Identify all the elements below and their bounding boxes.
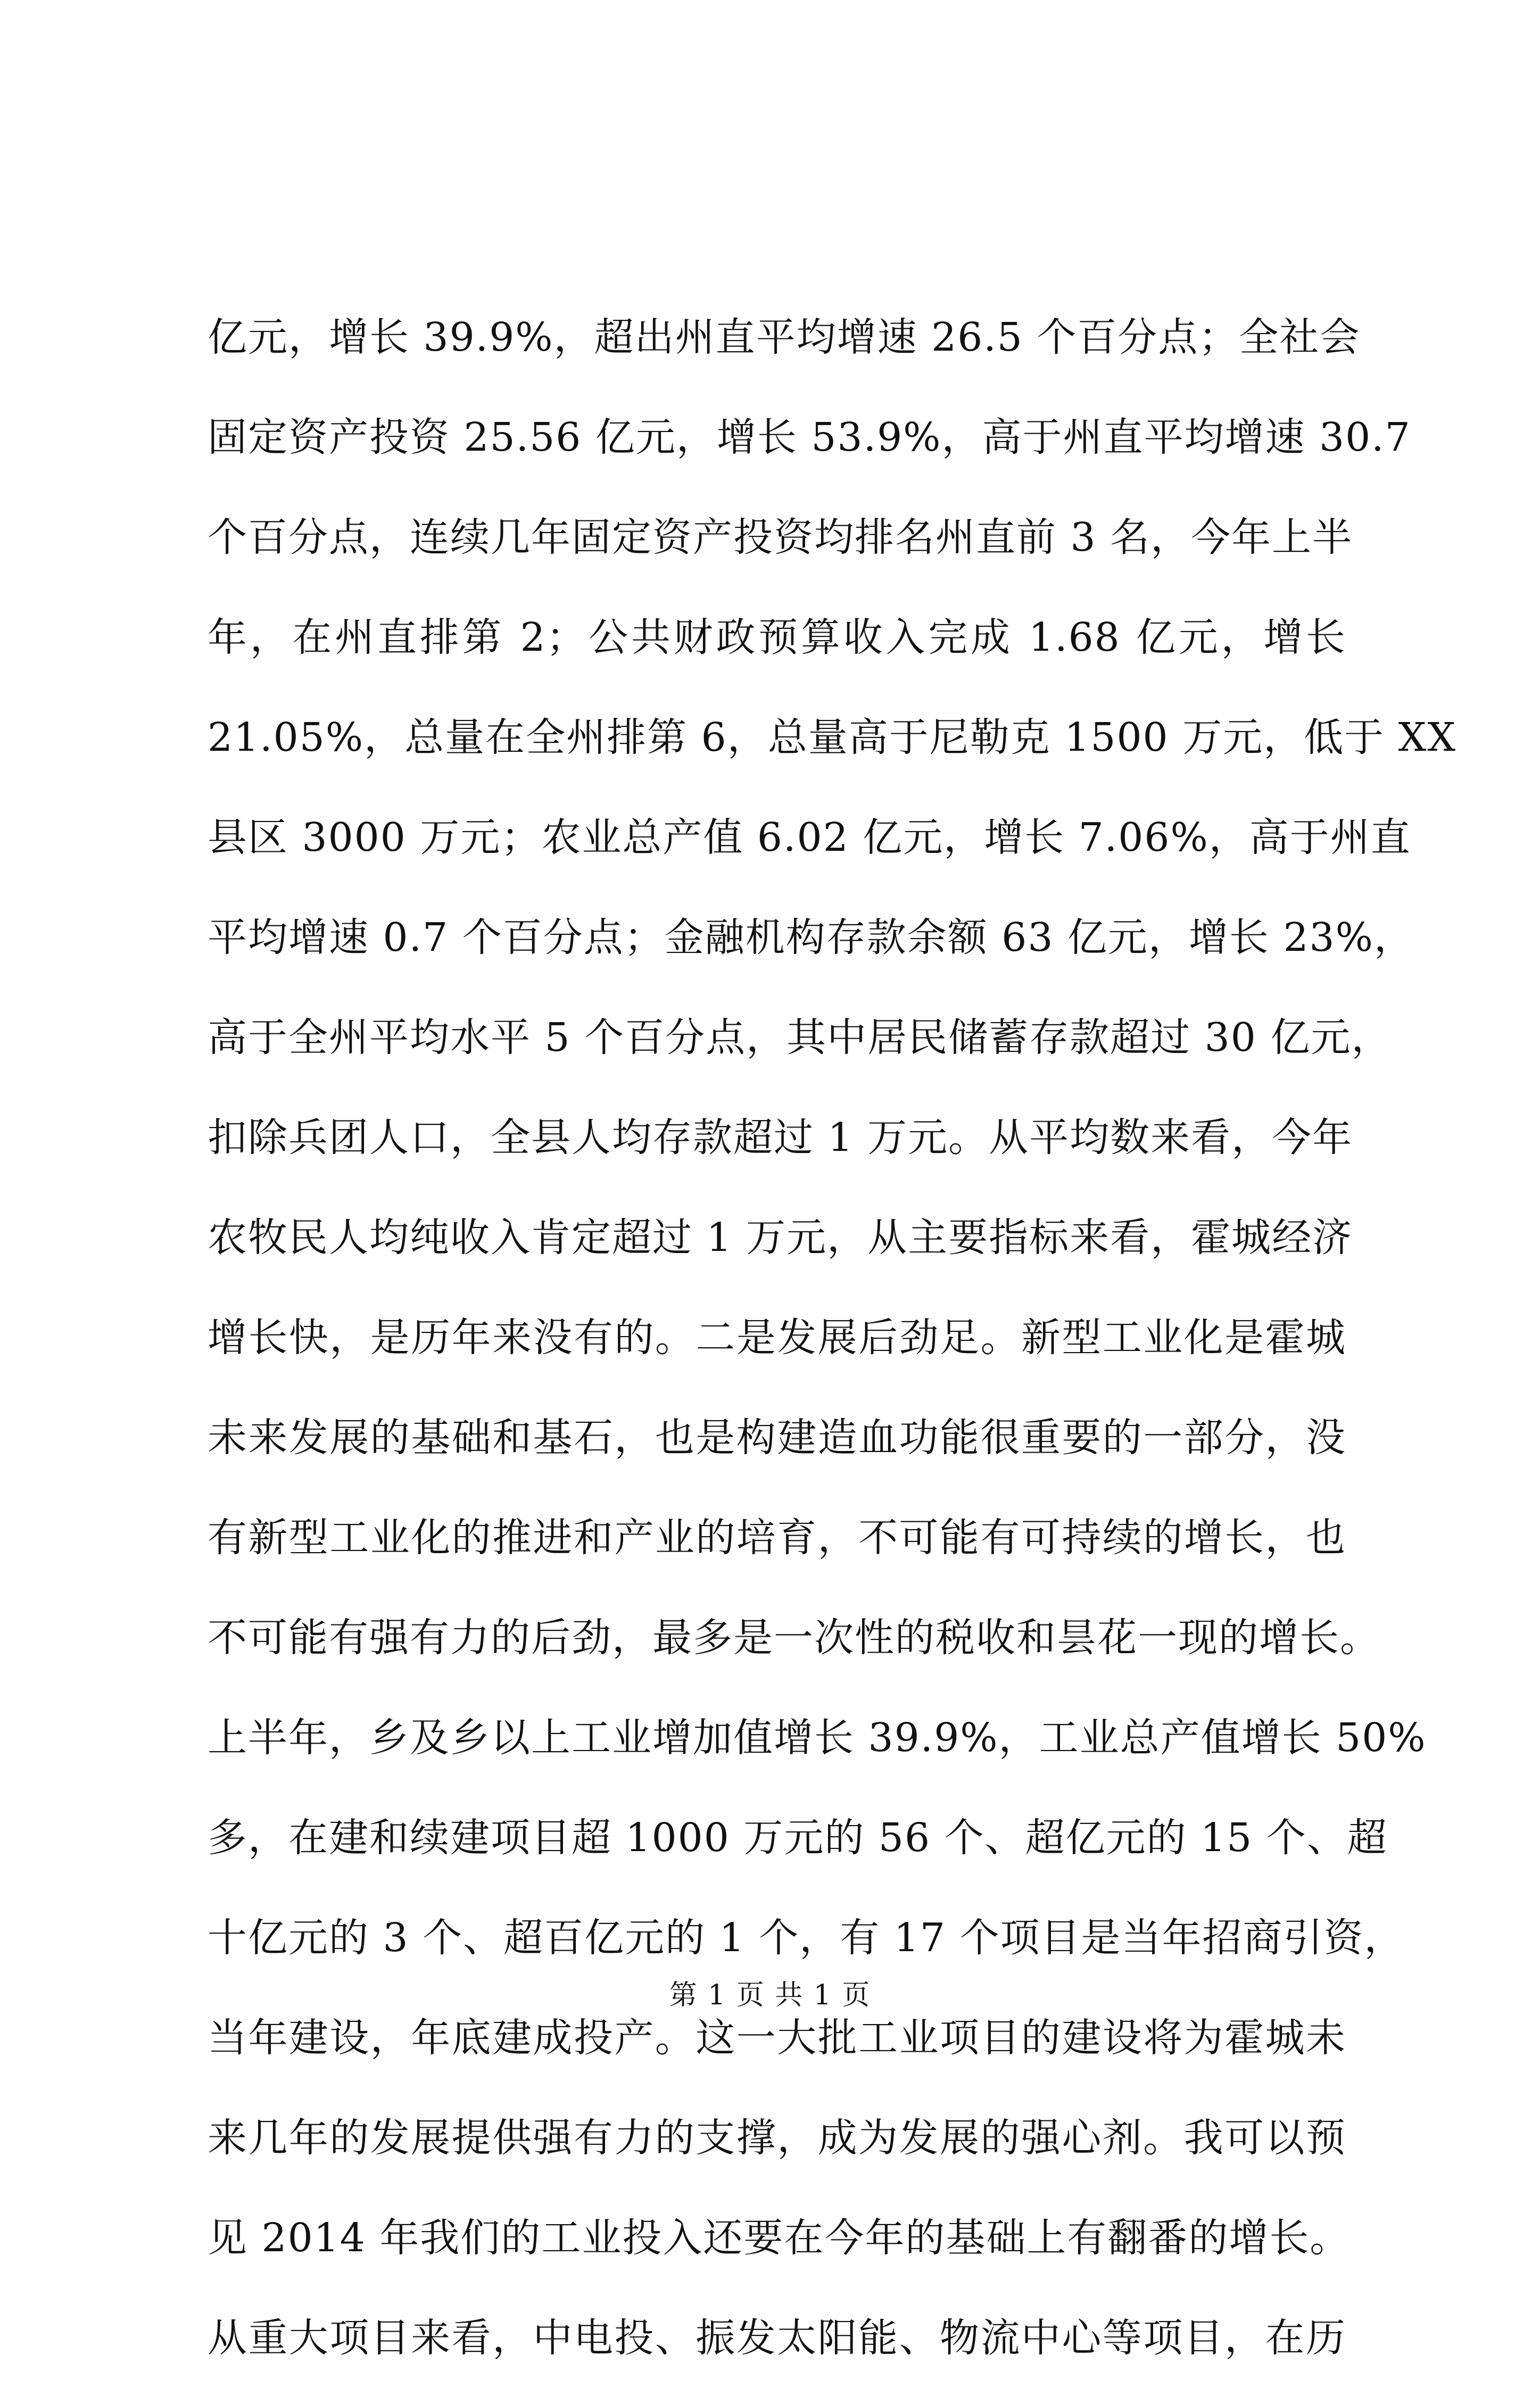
- text-line: 亿元，增长 39.9%，超出州直平均增速 26.5 个百分点；全社会: [208, 314, 1361, 360]
- text-line: 年，在州直排第 2；公共财政预算收入完成 1.68 亿元，增长: [208, 615, 1346, 660]
- text-line: 从重大项目来看，中电投、振发太阳能、物流中心等项目，在历: [208, 2315, 1346, 2361]
- text-line: 个百分点，连续几年固定资产投资均排名州直前 3 名，今年上半: [208, 515, 1353, 560]
- text-line: 未来发展的基础和基石，也是构建造血功能很重要的一部分，没: [208, 1415, 1346, 1461]
- text-line: 21.05%，总量在全州排第 6，总量高于尼勒克 1500 万元，低于 XX: [208, 715, 1457, 760]
- text-line: 固定资产投资 25.56 亿元，增长 53.9%，高于州直平均增速 30.7: [208, 414, 1411, 460]
- text-line: 县区 3000 万元；农业总产值 6.02 亿元，增长 7.06%，高于州直: [208, 815, 1411, 860]
- body-text: [208, 287, 1457, 2388]
- text-line: 当年建设，年底建成投产。这一大批工业项目的建设将为霍城未: [208, 2015, 1346, 2061]
- text-line: 增长快，是历年来没有的。二是发展后劲足。新型工业化是霍城: [208, 1315, 1346, 1361]
- text-line: 多，在建和续建项目超 1000 万元的 56 个、超亿元的 15 个、超: [208, 1815, 1388, 1861]
- text-line: 平均增速 0.7 个百分点；金融机构存款余额 63 亿元，增长 23%，: [208, 915, 1414, 960]
- text-line: 来几年的发展提供强有力的支撑，成为发展的强心剂。我可以预: [208, 2115, 1346, 2161]
- text-line: 有新型工业化的推进和产业的培育，不可能有可持续的增长，也: [208, 1515, 1346, 1561]
- text-line: 上半年，乡及乡以上工业增加值增长 39.9%，工业总产值增长 50%: [208, 1715, 1427, 1761]
- text-line: 十亿元的 3 个、超百亿元的 1 个，有 17 个项目是当年招商引资，: [208, 1915, 1405, 1961]
- page-footer: 第 1 页 共 1 页: [669, 1979, 871, 2011]
- text-line: 农牧民人均纯收入肯定超过 1 万元，从主要指标来看，霍城经济: [208, 1215, 1353, 1261]
- text-line: 见 2014 年我们的工业投入还要在今年的基础上有翻番的增长。: [208, 2215, 1351, 2261]
- text-line: 扣除兵团人口，全县人均存款超过 1 万元。从平均数来看，今年: [208, 1115, 1353, 1160]
- text-line: 不可能有强有力的后劲，最多是一次性的税收和昙花一现的增长。: [208, 1615, 1380, 1661]
- text-line: 高于全州平均水平 5 个百分点，其中居民储蓄存款超过 30 亿元，: [208, 1015, 1392, 1060]
